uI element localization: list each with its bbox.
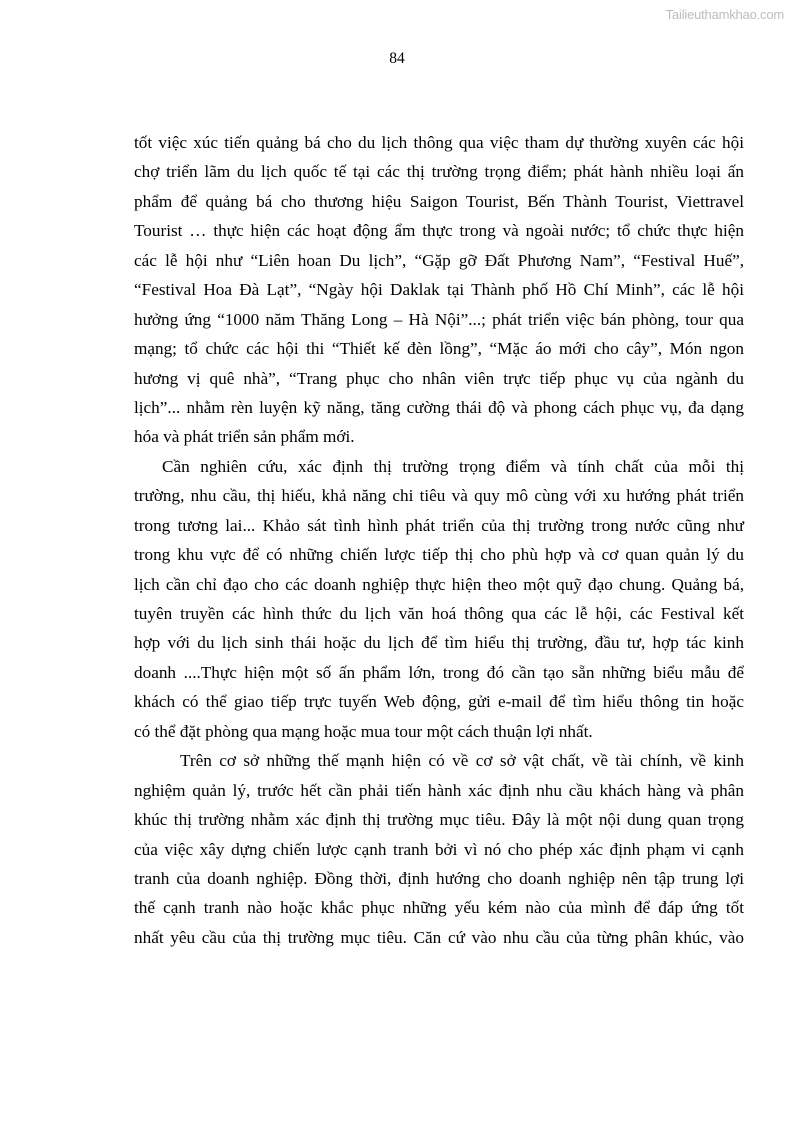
text-line: hóa và phát triển sản phẩm mới. — [134, 427, 355, 447]
text-line: lịch cần chỉ đạo cho các doanh nghiệp thực hiện theo một quỹ đạo chung. Quảng bá, — [134, 574, 744, 594]
text-line: tranh của doanh nghiệp. Đồng thời, định hướng cho doanh nghiệp nên tập trung lợi — [134, 868, 744, 888]
text-line: trường, nhu cầu, thị hiếu, khả năng chi tiêu và quy mô cùng với xu hướng phát triển — [134, 486, 744, 506]
text-line: nhất yêu cầu của thị trường mục tiêu. Căn cứ vào nhu cầu của từng phân khúc, vào — [134, 927, 744, 947]
text-line: hương vị quê nhà”, “Trang phục cho nhân viên trực tiếp phục vụ của ngành du — [134, 368, 744, 388]
text-line: phẩm để quảng bá cho thương hiệu Saigon Tourist, Bến Thành Tourist, Viettravel — [134, 191, 744, 211]
paragraph-1 — [134, 128, 744, 452]
text-line: trong tương lai... Khảo sát tình hình phát triển của thị trường trong nước cũng như — [134, 515, 744, 535]
text-line: khách có thể giao tiếp trực tuyến Web động, gửi e-mail để tìm hiểu thông tin hoặc — [134, 692, 744, 712]
text-line: thế cạnh tranh nào hoặc khắc phục những yếu kém nào của mình để đáp ứng tốt — [134, 898, 744, 918]
watermark: Tailieuthamkhao.com — [665, 7, 784, 22]
text-line: lịch”... nhằm rèn luyện kỹ năng, tăng cường thái độ và phong cách phục vụ, đa dạng — [134, 397, 744, 417]
text-line: Cần nghiên cứu, xác định thị trường trọng điểm và tính chất của mỗi thị — [162, 456, 744, 476]
text-line: Tourist … thực hiện các hoạt động ẩm thực trong và ngoài nước; tổ chức thực hiện — [134, 221, 744, 241]
page-number: 84 — [389, 50, 405, 67]
text-line: các lễ hội như “Liên hoan Du lịch”, “Gặp gỡ Đất Phương Nam”, “Festival Huế”, — [134, 250, 744, 270]
text-line: mạng; tổ chức các hội thi “Thiết kế đèn lồng”, “Mặc áo mới cho cây”, Món ngon — [134, 339, 744, 359]
text-line: của việc xây dựng chiến lược cạnh tranh bởi vì nó cho phép xác định phạm vi cạnh — [134, 839, 744, 859]
text-line: tốt việc xúc tiến quảng bá cho du lịch thông qua việc tham dự thường xuyên các hội — [134, 133, 744, 152]
text-line: “Festival Hoa Đà Lạt”, “Ngày hội Daklak tại Thành phố Hồ Chí Minh”, các lễ hội — [134, 280, 744, 300]
text-line: chợ triển lãm du lịch quốc tế tại các thị trường trọng điểm; phát hành nhiều loại ấn — [134, 162, 744, 182]
text-line: hưởng ứng “1000 năm Thăng Long – Hà Nội”...; phát triển việc bán phòng, tour qua — [134, 309, 744, 329]
text-line: có thể đặt phòng qua mạng hoặc mua tour một cách thuận lợi nhất. — [134, 721, 593, 741]
text-line: khúc thị trường nhằm xác định thị trường mục tiêu. Đây là một nội dung quan trọng — [134, 810, 744, 830]
text-line: hợp với du lịch sinh thái hoặc du lịch để tìm hiểu thị trường, đầu tư, hợp tác kinh — [134, 633, 744, 653]
text-line: doanh ....Thực hiện một số ấn phẩm lớn, trong đó cần tạo sẵn những biểu mẫu để — [134, 662, 744, 682]
text-line: trong khu vực để có những chiến lược tiếp thị cho phù hợp và cơ quan quản lý du — [134, 545, 744, 565]
paragraph-2 — [134, 452, 744, 746]
text-line: Trên cơ sở những thế mạnh hiện có về cơ sở vật chất, về tài chính, về kinh — [180, 751, 744, 771]
text-line: tuyên truyền các hình thức du lịch văn hoá thông qua các lễ hội, các Festival kết — [134, 604, 744, 623]
text-line: nghiệm quản lý, trước hết cần phải tiến hành xác định nhu cầu khách hàng và phân — [134, 780, 744, 800]
paragraph-3 — [134, 746, 744, 952]
document-body — [134, 128, 744, 952]
